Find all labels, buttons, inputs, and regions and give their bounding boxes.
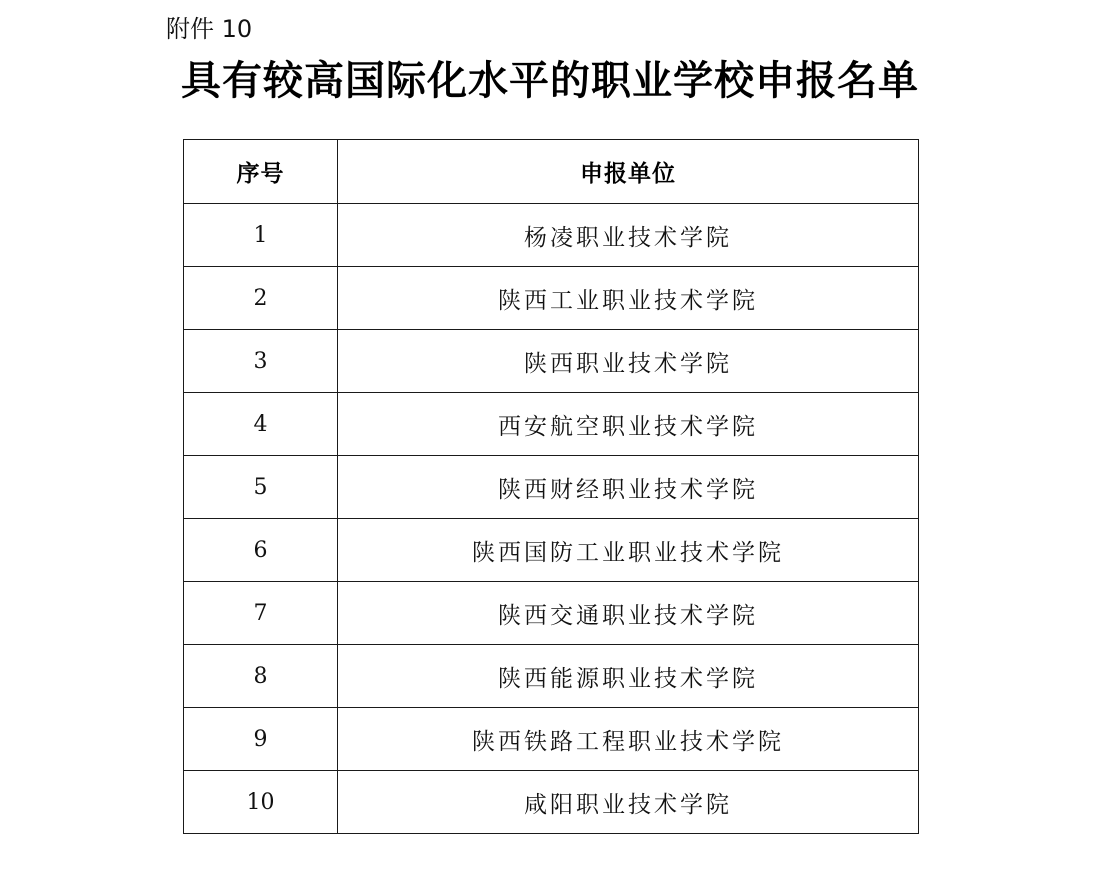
serial-number-cell: 6 [184, 519, 338, 582]
applying-unit-cell: 咸阳职业技术学院 [338, 771, 919, 834]
serial-number-cell: 8 [184, 645, 338, 708]
table-row [184, 330, 919, 393]
table-row [184, 393, 919, 456]
serial-number-cell: 10 [184, 771, 338, 834]
serial-number-cell: 1 [184, 204, 338, 267]
column-header-serial-number: 序号 [184, 140, 338, 204]
document-title-text: 具有较高国际化水平的职业学校申报名单 [181, 58, 919, 104]
table-row [184, 519, 919, 582]
application-list-table [183, 139, 919, 834]
table-row [184, 456, 919, 519]
serial-number-cell: 2 [184, 267, 338, 330]
serial-number-cell: 9 [184, 708, 338, 771]
applying-unit-cell: 陕西国防工业职业技术学院 [338, 519, 919, 582]
applying-unit-cell: 陕西财经职业技术学院 [338, 456, 919, 519]
serial-number-cell: 7 [184, 582, 338, 645]
attachment-label: 附件 10 [166, 15, 253, 43]
applying-unit-cell: 陕西能源职业技术学院 [338, 645, 919, 708]
applying-unit-cell: 陕西工业职业技术学院 [338, 267, 919, 330]
column-header-applying-unit: 申报单位 [338, 140, 919, 204]
applying-unit-cell: 杨凌职业技术学院 [338, 204, 919, 267]
table-row [184, 771, 919, 834]
table-row [184, 582, 919, 645]
applying-unit-cell: 西安航空职业技术学院 [338, 393, 919, 456]
applying-unit-cell: 陕西交通职业技术学院 [338, 582, 919, 645]
table-header-row [184, 140, 919, 204]
document-title [0, 56, 1102, 106]
table-row [184, 204, 919, 267]
serial-number-cell: 5 [184, 456, 338, 519]
applying-unit-cell: 陕西职业技术学院 [338, 330, 919, 393]
table-row [184, 267, 919, 330]
serial-number-cell: 3 [184, 330, 338, 393]
applying-unit-cell: 陕西铁路工程职业技术学院 [338, 708, 919, 771]
table-row [184, 645, 919, 708]
table-row [184, 708, 919, 771]
serial-number-cell: 4 [184, 393, 338, 456]
